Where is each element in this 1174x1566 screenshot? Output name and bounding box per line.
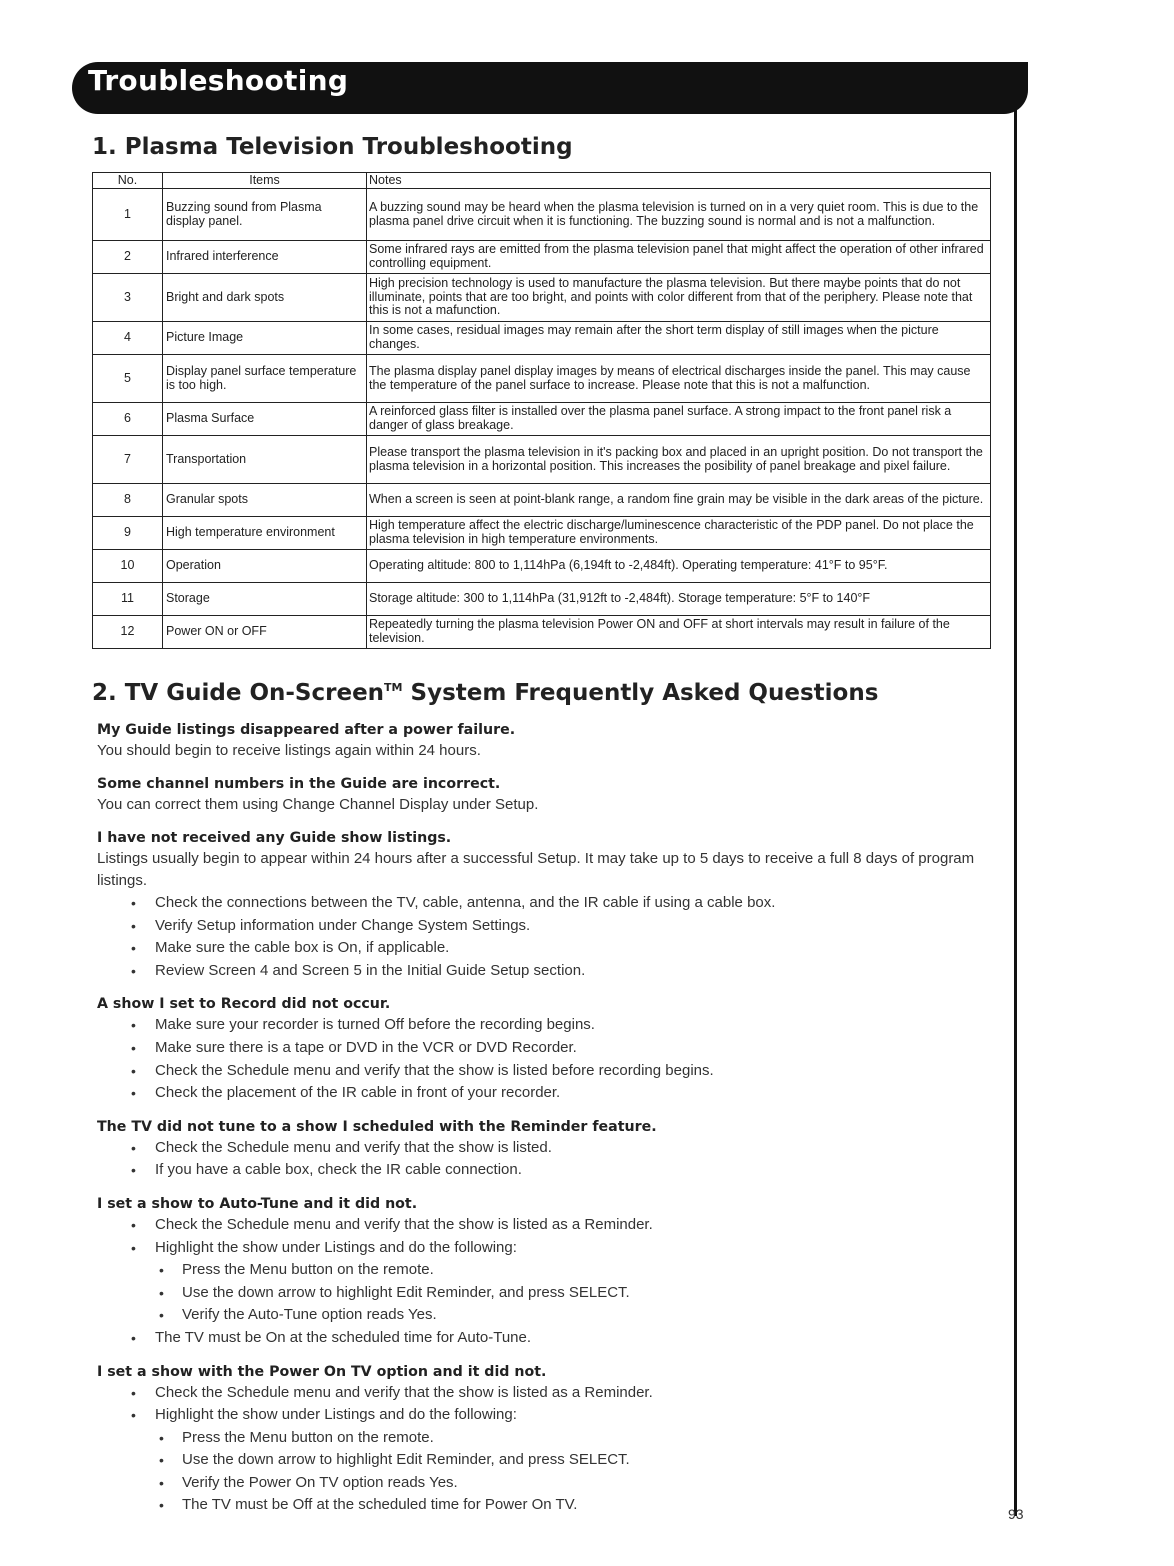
faq-bullet-list bbox=[97, 1214, 977, 1350]
faq-question: The TV did not tune to a show I scheduled with the Reminder feature. bbox=[97, 1118, 657, 1135]
faq-list bbox=[97, 720, 977, 1529]
section2-title-main: 2. TV Guide On-Screen bbox=[92, 680, 385, 706]
page-title: Troubleshooting bbox=[88, 64, 349, 97]
faq-question: A show I set to Record did not occur. bbox=[97, 996, 391, 1013]
list-item: • Check the Schedule menu and verify that the show is listed as a Reminder. bbox=[97, 1214, 977, 1237]
row-notes: A reinforced glass filter is installed over the plasma panel surface. A strong impact to the front panel risk a danger of glass breakage. bbox=[367, 403, 991, 436]
page-number: 93 bbox=[1008, 1506, 1024, 1522]
table-row bbox=[93, 241, 991, 274]
row-item: High temperature environment bbox=[163, 517, 367, 550]
column-header-no: No. bbox=[93, 173, 163, 189]
section1-title: 1. Plasma Television Troubleshooting bbox=[92, 134, 573, 160]
list-item: • Check the Schedule menu and verify that the show is listed. bbox=[97, 1137, 977, 1160]
table-row bbox=[93, 616, 991, 649]
row-item: Picture Image bbox=[163, 322, 367, 355]
troubleshooting-table bbox=[92, 172, 991, 649]
row-number: 10 bbox=[93, 550, 163, 583]
list-item: • Check the connections between the TV, cable, antenna, and the IR cable if using a cable box. bbox=[97, 892, 977, 915]
faq-item bbox=[97, 1117, 977, 1182]
faq-answer: You should begin to receive listings again within 24 hours. bbox=[97, 742, 481, 759]
row-notes: Please transport the plasma television in it's packing box and placed in an upright position. Do not transport the plasma television in a horizontal position. This increases the posibility of panel breakage and pixel failure. bbox=[367, 436, 991, 484]
table-row bbox=[93, 484, 991, 517]
table-row bbox=[93, 436, 991, 484]
list-item: • Make sure the cable box is On, if applicable. bbox=[97, 937, 977, 960]
faq-bullet-list bbox=[97, 1382, 977, 1518]
faq-answer: Listings usually begin to appear within 24 hours after a successful Setup. It may take up to 5 days to receive a full 8 days of program listings. bbox=[97, 850, 975, 889]
list-item: • Highlight the show under Listings and do the following: bbox=[97, 1404, 977, 1427]
column-header-items: Items bbox=[163, 173, 367, 189]
list-item: • Verify the Power On TV option reads Yes. bbox=[97, 1472, 977, 1495]
table-header-row bbox=[93, 173, 991, 189]
row-number: 7 bbox=[93, 436, 163, 484]
list-item: • Verify Setup information under Change System Settings. bbox=[97, 915, 977, 938]
row-number: 4 bbox=[93, 322, 163, 355]
faq-bullet-list bbox=[97, 892, 977, 982]
row-number: 1 bbox=[93, 189, 163, 241]
table-row bbox=[93, 322, 991, 355]
faq-question: I set a show to Auto-Tune and it did not. bbox=[97, 1195, 418, 1212]
faq-answer: You can correct them using Change Channel Display under Setup. bbox=[97, 796, 539, 813]
faq-item bbox=[97, 774, 977, 816]
table-row bbox=[93, 274, 991, 322]
right-margin-rule bbox=[1014, 108, 1017, 1516]
row-notes: When a screen is seen at point-blank range, a random fine grain may be visible in the dark areas of the picture. bbox=[367, 484, 991, 517]
section2-title-rest: System Frequently Asked Questions bbox=[402, 680, 879, 706]
list-item: • The TV must be On at the scheduled time for Auto-Tune. bbox=[97, 1327, 977, 1350]
row-item: Operation bbox=[163, 550, 367, 583]
faq-question: My Guide listings disappeared after a power failure. bbox=[97, 722, 516, 738]
faq-bullet-list bbox=[97, 1137, 977, 1182]
table-row bbox=[93, 189, 991, 241]
list-item: • Check the Schedule menu and verify that the show is listed before recording begins. bbox=[97, 1060, 977, 1083]
faq-item bbox=[97, 828, 977, 982]
faq-bullet-list bbox=[97, 1014, 977, 1104]
list-item: • Use the down arrow to highlight Edit Reminder, and press SELECT. bbox=[97, 1282, 977, 1305]
row-number: 8 bbox=[93, 484, 163, 517]
list-item: • Verify the Auto-Tune option reads Yes. bbox=[97, 1304, 977, 1327]
table-row bbox=[93, 355, 991, 403]
section2-title bbox=[92, 680, 878, 706]
row-item: Power ON or OFF bbox=[163, 616, 367, 649]
faq-item bbox=[97, 994, 977, 1104]
list-item: • Check the placement of the IR cable in front of your recorder. bbox=[97, 1082, 977, 1105]
row-number: 6 bbox=[93, 403, 163, 436]
table-row bbox=[93, 583, 991, 616]
row-item: Transportation bbox=[163, 436, 367, 484]
faq-question: I have not received any Guide show listings. bbox=[97, 830, 452, 846]
row-notes: High precision technology is used to manufacture the plasma television. But there maybe points that do not illuminate, points that are too bright, and points with color different from that of the periphery. Please note that this is not a mafunction. bbox=[367, 274, 991, 322]
list-item: • If you have a cable box, check the IR cable connection. bbox=[97, 1159, 977, 1182]
row-item: Granular spots bbox=[163, 484, 367, 517]
table-body bbox=[93, 189, 991, 649]
trademark-mark: TM bbox=[384, 681, 403, 694]
row-item: Infrared interference bbox=[163, 241, 367, 274]
row-notes: The plasma display panel display images by means of electrical discharges inside the panel. This may cause the temperature of the panel surface to increase. Please note that this is not a malfunction. bbox=[367, 355, 991, 403]
list-item: • Review Screen 4 and Screen 5 in the Initial Guide Setup section. bbox=[97, 960, 977, 983]
faq-item bbox=[97, 720, 977, 762]
row-notes: In some cases, residual images may remain after the short term display of still images when the picture changes. bbox=[367, 322, 991, 355]
row-item: Storage bbox=[163, 583, 367, 616]
row-notes: Storage altitude: 300 to 1,114hPa (31,912ft to -2,484ft). Storage temperature: 5°F to 140°F bbox=[367, 583, 991, 616]
list-item: • Highlight the show under Listings and do the following: bbox=[97, 1237, 977, 1260]
row-item: Plasma Surface bbox=[163, 403, 367, 436]
table-row bbox=[93, 403, 991, 436]
row-number: 5 bbox=[93, 355, 163, 403]
faq-question: Some channel numbers in the Guide are incorrect. bbox=[97, 776, 501, 792]
list-item: • Use the down arrow to highlight Edit Reminder, and press SELECT. bbox=[97, 1449, 977, 1472]
list-item: • Make sure there is a tape or DVD in the VCR or DVD Recorder. bbox=[97, 1037, 977, 1060]
row-number: 9 bbox=[93, 517, 163, 550]
list-item: • Make sure your recorder is turned Off before the recording begins. bbox=[97, 1014, 977, 1037]
column-header-notes: Notes bbox=[367, 173, 991, 189]
row-notes: Operating altitude: 800 to 1,114hPa (6,194ft to -2,484ft). Operating temperature: 41°F to 95°F. bbox=[367, 550, 991, 583]
faq-item bbox=[97, 1362, 977, 1518]
row-notes: A buzzing sound may be heard when the plasma television is turned on in a very quiet room. This is due to the plasma panel drive circuit when it is functioning. The buzzing sound is normal and is not a malfunction. bbox=[367, 189, 991, 241]
row-number: 12 bbox=[93, 616, 163, 649]
faq-question: I set a show with the Power On TV option and it did not. bbox=[97, 1363, 547, 1380]
row-notes: Some infrared rays are emitted from the plasma television panel that might affect the operation of other infrared controlling equipment. bbox=[367, 241, 991, 274]
list-item: • Press the Menu button on the remote. bbox=[97, 1427, 977, 1450]
row-number: 11 bbox=[93, 583, 163, 616]
row-number: 3 bbox=[93, 274, 163, 322]
faq-item bbox=[97, 1194, 977, 1350]
row-item: Buzzing sound from Plasma display panel. bbox=[163, 189, 367, 241]
list-item: • The TV must be Off at the scheduled time for Power On TV. bbox=[97, 1494, 977, 1517]
table-row bbox=[93, 550, 991, 583]
list-item: • Check the Schedule menu and verify that the show is listed as a Reminder. bbox=[97, 1382, 977, 1405]
row-number: 2 bbox=[93, 241, 163, 274]
list-item: • Press the Menu button on the remote. bbox=[97, 1259, 977, 1282]
row-item: Display panel surface temperature is too high. bbox=[163, 355, 367, 403]
table-row bbox=[93, 517, 991, 550]
row-notes: High temperature affect the electric discharge/luminescence characteristic of the PDP panel. Do not place the plasma television in high temperature environments. bbox=[367, 517, 991, 550]
row-item: Bright and dark spots bbox=[163, 274, 367, 322]
row-notes: Repeatedly turning the plasma television Power ON and OFF at short intervals may result in failure of the television. bbox=[367, 616, 991, 649]
